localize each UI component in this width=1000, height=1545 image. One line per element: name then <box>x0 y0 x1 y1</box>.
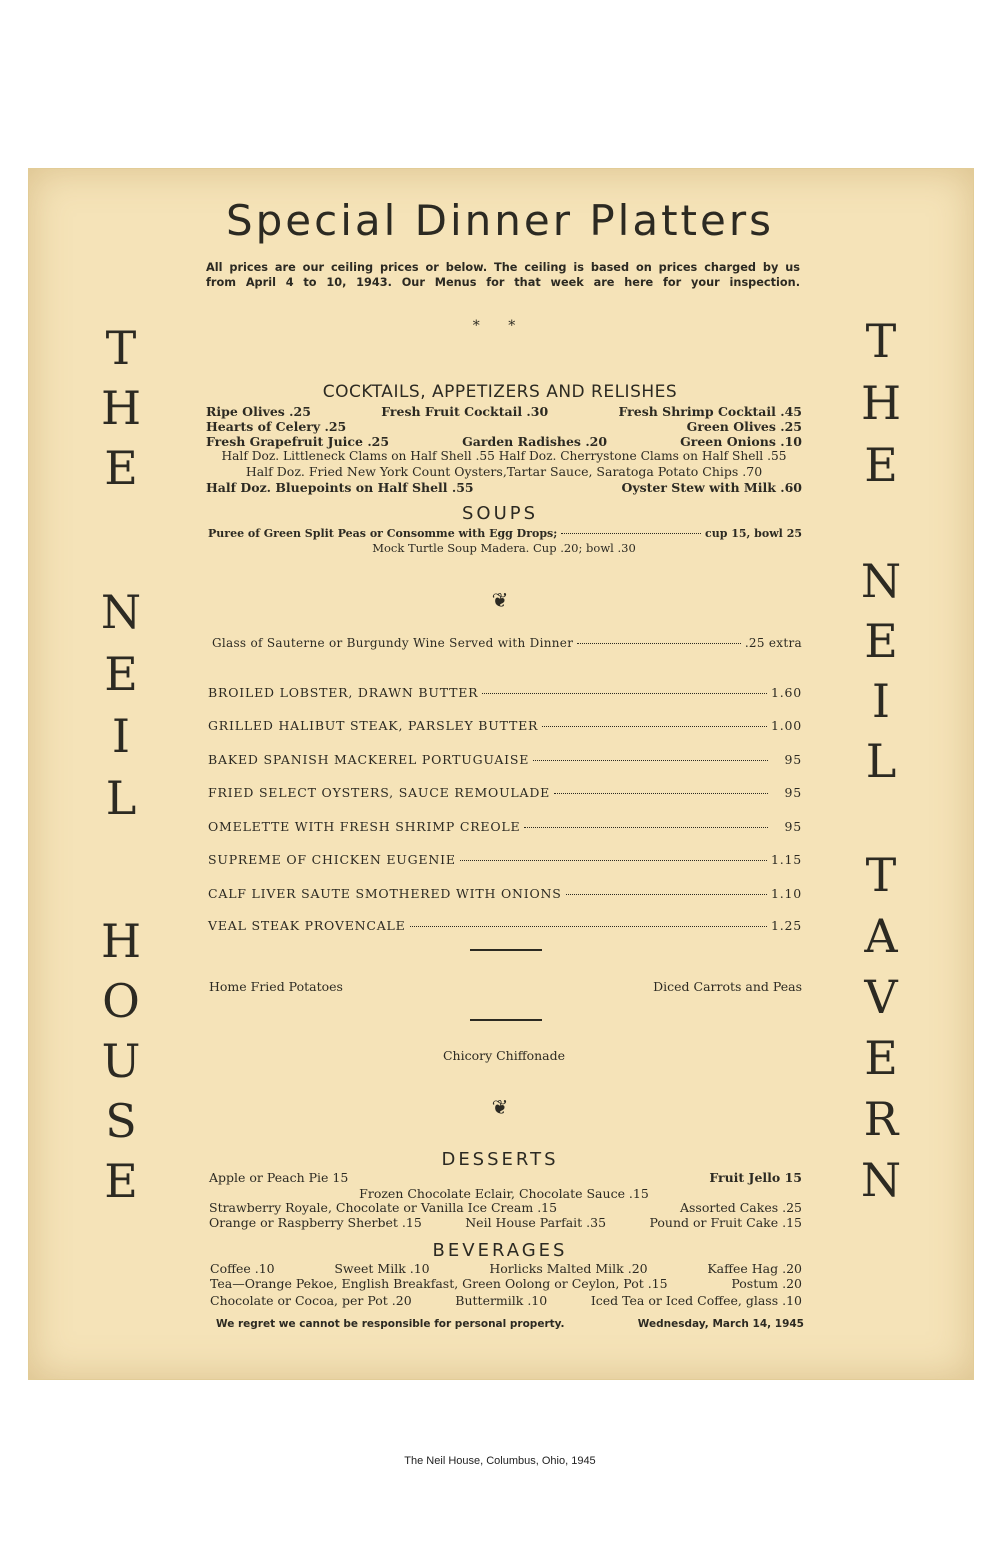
menu-item: Strawberry Royale, Chocolate or Vanilla Ice Cream .15 <box>209 1200 558 1215</box>
letter: E <box>104 441 138 495</box>
menu-item: Fresh Fruit Cocktail .30 <box>381 404 549 419</box>
stars-divider: * * <box>472 318 528 334</box>
menu-row: Half Doz. Fried New York Count Oysters,Tartar Sauce, Saratoga Potato Chips .70 <box>245 464 763 479</box>
wine-line <box>212 636 802 650</box>
menu-item: Fresh Shrimp Cocktail .45 <box>618 404 802 419</box>
beverages-heading: BEVERAGES <box>432 1240 568 1261</box>
wine-price: .25 extra <box>744 636 802 650</box>
menu-row: Frozen Chocolate Eclair, Chocolate Sauce .15 <box>359 1186 649 1201</box>
menu-row <box>209 1170 802 1185</box>
menu-item: Chocolate or Cocoa, per Pot .20 <box>210 1293 412 1308</box>
letter: N <box>860 1153 902 1207</box>
entree-row <box>208 852 802 867</box>
menu-item: Ripe Olives .25 <box>206 404 311 419</box>
entree-price: 95 <box>784 785 802 800</box>
letter: S <box>105 1094 137 1148</box>
entree-row <box>208 819 802 834</box>
menu-row <box>210 1293 802 1308</box>
divider-rule <box>470 949 542 951</box>
notice-line-1: All prices are our ceiling prices or below. The ceiling is based on prices charged by us <box>206 261 800 274</box>
letter: T <box>865 314 897 368</box>
menu-item: Coffee .10 <box>210 1261 275 1276</box>
menu-item: Apple or Peach Pie 15 <box>209 1170 349 1185</box>
menu-row <box>210 1276 802 1291</box>
menu-footer <box>216 1318 804 1330</box>
menu-item: Pound or Fruit Cake .15 <box>649 1215 802 1230</box>
menu-item: Iced Tea or Iced Coffee, glass .10 <box>590 1293 802 1308</box>
menu-item: Fruit Jello 15 <box>709 1170 802 1185</box>
entree-price: 1.25 <box>770 918 802 933</box>
menu-row <box>206 434 802 449</box>
menu-title: Special Dinner Platters <box>225 196 775 245</box>
letter: H <box>100 914 142 968</box>
leader-dots <box>577 643 741 644</box>
menu-item: Buttermilk .10 <box>455 1293 548 1308</box>
menu-item: Green Onions .10 <box>680 434 802 449</box>
soup-line-2: Mock Turtle Soup Madera. Cup .20; bowl .30 <box>372 541 636 555</box>
desserts-heading: DESSERTS <box>441 1149 559 1170</box>
letter: O <box>102 974 140 1028</box>
left-vertical-the <box>86 321 156 505</box>
sides-row <box>209 979 802 994</box>
notice-line-2: from April 4 to 10, 1943. Our Menus for that week are here for your inspection. <box>206 276 800 289</box>
entree-name: OMELETTE WITH FRESH SHRIMP CREOLE <box>208 819 521 834</box>
menu-row <box>209 1215 802 1230</box>
letter: N <box>860 554 902 608</box>
menu-row <box>206 419 802 434</box>
letter: H <box>860 376 902 430</box>
menu-item: Postum .20 <box>731 1276 802 1291</box>
menu-item: Kaffee Hag .20 <box>707 1261 802 1276</box>
right-vertical-the <box>846 314 916 504</box>
letter: I <box>111 709 131 763</box>
leader-dots <box>542 726 767 727</box>
leader-dots <box>460 860 767 861</box>
entree-row <box>208 886 802 901</box>
letter: U <box>101 1034 141 1088</box>
floral-ornament-icon: ❦ <box>491 1095 509 1119</box>
entree-price: 95 <box>784 819 802 834</box>
letter: T <box>865 848 897 902</box>
entree-price: 1.10 <box>770 886 802 901</box>
liability-notice: We regret we cannot be responsible for personal property. <box>216 1318 565 1330</box>
ceiling-price-notice <box>206 260 800 290</box>
letter: R <box>863 1092 899 1146</box>
floral-ornament-icon: ❦ <box>491 588 509 612</box>
menu-item: Green Olives .25 <box>686 419 802 434</box>
letter: E <box>864 614 898 668</box>
menu-item: Hearts of Celery .25 <box>206 419 347 434</box>
menu-row <box>210 1261 802 1276</box>
entree-row <box>208 718 802 733</box>
leader-dots <box>524 827 768 828</box>
entree-price: 1.00 <box>770 718 802 733</box>
entree-name: CALF LIVER SAUTE SMOTHERED WITH ONIONS <box>208 886 562 901</box>
menu-item: Half Doz. Bluepoints on Half Shell .55 <box>206 480 474 495</box>
entree-name: BAKED SPANISH MACKEREL PORTUGUAISE <box>208 752 530 767</box>
entree-price: 1.15 <box>770 852 802 867</box>
wine-label: Glass of Sauterne or Burgundy Wine Served with Dinner <box>212 636 574 650</box>
letter: N <box>100 585 142 639</box>
menu-item: Oyster Stew with Milk .60 <box>621 480 802 495</box>
entree-row <box>208 785 802 800</box>
soup-label: Puree of Green Split Peas or Consomme with Egg Drops; <box>208 527 558 540</box>
menu-row <box>206 404 802 419</box>
entree-name: FRIED SELECT OYSTERS, SAUCE REMOULADE <box>208 785 551 800</box>
menu-item: Garden Radishes .20 <box>462 434 608 449</box>
entree-price: 1.60 <box>770 685 802 700</box>
menu-item: Neil House Parfait .35 <box>465 1215 607 1230</box>
leader-dots <box>554 793 768 794</box>
soups-heading: SOUPS <box>461 503 539 524</box>
menu-item: Tea—Orange Pekoe, English Breakfast, Green Oolong or Ceylon, Pot .15 <box>210 1276 668 1291</box>
menu-row: Half Doz. Littleneck Clams on Half Shell .55 Half Doz. Cherrystone Clams on Half Shell .55 <box>221 449 787 463</box>
salad-line: Chicory Chiffonade <box>442 1048 566 1063</box>
menu-date: Wednesday, March 14, 1945 <box>637 1318 804 1330</box>
leader-dots <box>561 533 701 534</box>
menu-item: Fresh Grapefruit Juice .25 <box>206 434 390 449</box>
entree-name: GRILLED HALIBUT STEAK, PARSLEY BUTTER <box>208 718 539 733</box>
letter: E <box>864 1031 898 1085</box>
left-vertical-neil <box>86 585 156 837</box>
menu-row <box>209 1200 802 1215</box>
side-right: Diced Carrots and Peas <box>653 979 802 994</box>
menu-item: Horlicks Malted Milk .20 <box>489 1261 648 1276</box>
soup-line <box>208 527 802 540</box>
leader-dots <box>533 760 768 761</box>
divider-rule <box>470 1019 542 1021</box>
entree-row <box>208 685 802 700</box>
letter: T <box>105 321 137 375</box>
letter: I <box>871 674 891 728</box>
menu-item: Sweet Milk .10 <box>334 1261 430 1276</box>
letter: L <box>865 734 897 788</box>
entree-name: VEAL STEAK PROVENCALE <box>208 918 406 933</box>
letter: E <box>864 438 898 492</box>
entree-price: 95 <box>784 752 802 767</box>
letter: H <box>100 381 142 435</box>
entree-name: SUPREME OF CHICKEN EUGENIE <box>208 852 456 867</box>
cocktails-heading: COCKTAILS, APPETIZERS AND RELISHES <box>322 382 678 402</box>
letter: E <box>104 1154 138 1208</box>
entree-row <box>208 752 802 767</box>
letter: E <box>104 647 138 701</box>
leader-dots <box>566 894 767 895</box>
image-caption: The Neil House, Columbus, Ohio, 1945 <box>404 1455 596 1467</box>
entree-name: BROILED LOBSTER, DRAWN BUTTER <box>208 685 479 700</box>
letter: V <box>864 970 898 1024</box>
soup-price: cup 15, bowl 25 <box>705 527 802 540</box>
entree-row <box>208 918 802 933</box>
menu-item: Assorted Cakes .25 <box>679 1200 802 1215</box>
letter: A <box>864 909 898 963</box>
menu-item: Orange or Raspberry Sherbet .15 <box>209 1215 422 1230</box>
leader-dots <box>410 926 767 927</box>
leader-dots <box>482 693 767 694</box>
left-vertical-house <box>86 914 156 1218</box>
side-left: Home Fried Potatoes <box>209 979 343 994</box>
letter: L <box>105 771 137 825</box>
menu-row <box>206 480 802 495</box>
